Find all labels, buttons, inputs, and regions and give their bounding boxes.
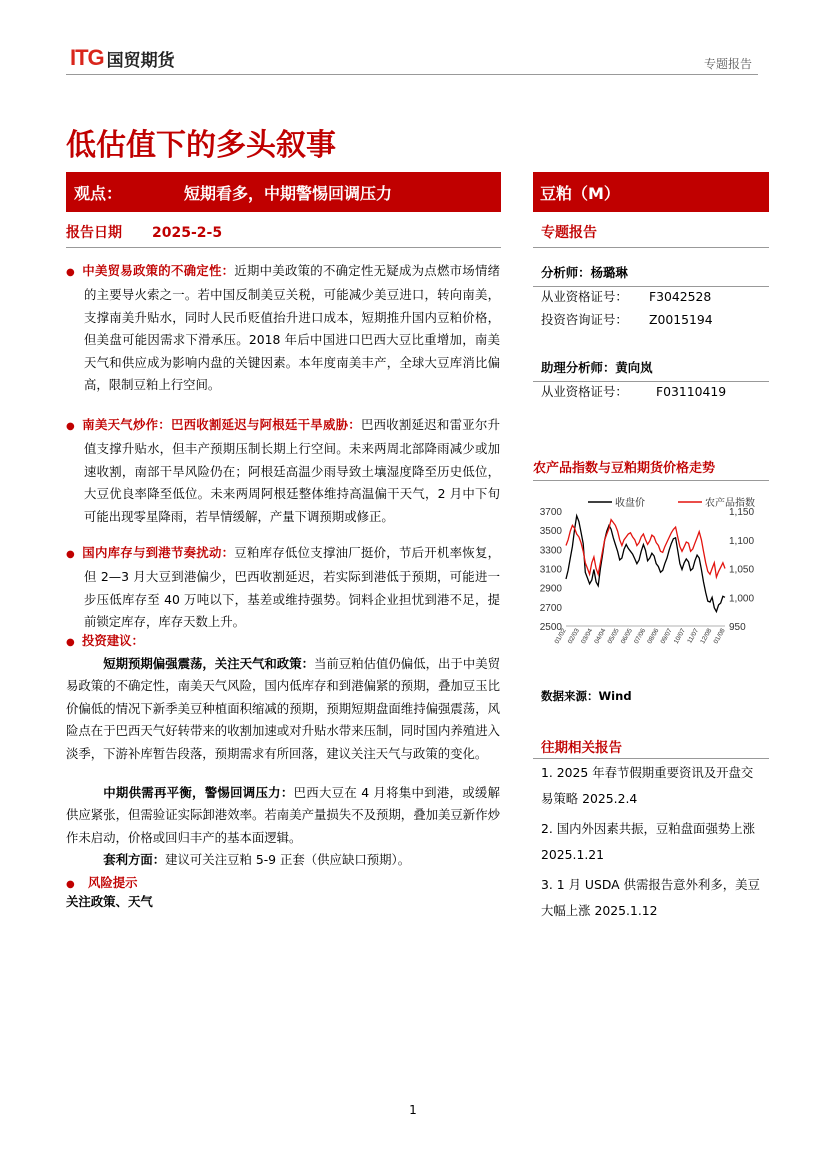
y-left-tick-label: 3100 [539,564,562,576]
past-reports-list [541,760,765,928]
point-domestic-inventory [66,542,500,634]
x-tick-label: 05/05 [606,627,621,646]
x-tick-label: 10/07 [672,627,687,646]
x-tick-label: 01/02 [553,627,568,646]
header-divider [66,74,758,75]
past-reports-divider [533,758,769,759]
y-left-tick-label: 2500 [539,622,562,633]
investment-mid-term [66,782,500,849]
x-tick-label: 03/04 [580,627,595,646]
x-tick-label: 08/06 [646,627,661,646]
assistant-label: 助理分析师： [541,360,616,375]
y-right-tick-label: 950 [729,622,746,633]
bullet-icon: ● [66,637,75,648]
report-date-value: 2025-2-5 [152,225,223,241]
point-head: 南美天气炒作：巴西收割延迟与阿根廷干旱威胁： [82,417,361,432]
arbitrage-head: 套利方面： [103,852,166,867]
x-tick-label: 02/03 [566,627,581,646]
legend-label: 农产品指数 [705,498,755,509]
mid-term-body: 巴西大豆在 4 月将集中到港，或缓解供应紧张，但需验证实际卸港效率。若南美产量损失不及预期，叠加美豆新作炒作未启动，价格或回归丰产的基本面逻辑。 [66,785,500,845]
chart-source: 数据来源：Wind [541,689,632,703]
report-date-label: 报告日期 [66,225,122,241]
page-title: 低估值下的多头叙事 [66,128,336,163]
cert2-value: Z0015194 [649,312,713,327]
cert3-value: F03110419 [656,384,727,399]
viewpoint-text: 短期看多，中期警惕回调压力 [184,183,393,203]
past-reports-title: 往期相关报告 [541,740,622,756]
y-left-tick-label: 3500 [539,526,562,538]
y-left-tick-label: 2700 [539,602,562,614]
company-logo [70,46,175,70]
bullet-icon: ● [66,267,75,278]
viewpoint-label: 观点： [74,183,123,203]
short-term-head: 短期预期偏强震荡，关注天气和政策： [103,656,314,671]
legend-label: 收盘价 [615,498,645,509]
chart-title-divider [533,480,769,481]
y-left-tick-label: 2900 [539,583,562,595]
x-tick-label: 11/07 [686,627,701,645]
report-type: 专题报告 [541,225,597,241]
point-body: 豆粕库存低位支撑油厂挺价，节后开机率恢复，但 2—3 月大豆到港偏少，巴西收割延迟，若实际到港低于预期，可能进一步压低库存至 40 万吨以下，基差或维持强势。饲料企业担忧到港不足，提前锁定库存，库存天数上升。 [84,545,501,630]
cert1-value: F3042528 [649,289,712,304]
product-name: 豆粕（M） [540,183,620,203]
cert2-label: 投资咨询证号： [541,312,628,327]
bullet-icon: ● [66,421,75,432]
investment-short-term [66,653,500,765]
x-tick-label: 01/08 [712,627,727,646]
point-head: 中美贸易政策的不确定性： [82,263,235,278]
x-tick-label: 12/08 [699,627,714,646]
chart-title: 农产品指数与豆粕期货价格走势 [533,461,716,476]
point-head: 国内库存与到港节奏扰动： [82,545,235,560]
y-right-tick-label: 1,100 [729,535,755,547]
past-report-item[interactable]: 2. 国内外因素共振，豆粕盘面强势上涨 2025.1.21 [541,821,756,862]
page-number: 1 [409,1103,417,1117]
analyst-label: 分析师： [541,265,591,280]
report-type-divider [533,247,769,248]
past-report-item[interactable]: 1. 2025 年春节假期重要资讯及开盘交易策略 2025.2.4 [541,765,754,806]
y-left-tick-label: 3300 [539,545,562,557]
risk-body: 关注政策、天气 [66,894,153,909]
viewpoint-bar [66,172,501,212]
x-tick-label: 07/06 [633,627,648,646]
logo-chinese: 国贸期货 [106,50,175,71]
x-tick-label: 09/07 [659,627,674,646]
point-body: 近期中美政策的不确定性无疑成为点燃市场情绪的主要导火索之一。若中国反制美豆关税，可能减少美豆进口，转向南美，支撑南美升贴水，同时人民币贬值抬升进口成本，短期推升国内豆粕价格，但美盘可能因需求下滑承压。2018 年后中国进口巴西大豆比重增加，南美天气和供应成为影响内盘的关键因素。本年度南美丰产，全球大豆库消比偏高，限制豆粕上行空间。 [84,263,501,393]
x-tick-label: 04/04 [593,627,608,646]
logo-latin: ITG [70,45,104,70]
y-left-tick-label: 3700 [539,507,562,518]
price-index-chart [530,486,770,662]
series-line [566,516,725,612]
point-trade-policy [66,260,500,396]
analyst-name: 杨璐琳 [590,265,628,280]
y-right-tick-label: 1,050 [729,564,755,576]
assistant-analyst [541,356,653,379]
analyst-block [541,261,628,284]
analyst-certs [541,285,713,331]
risk-head: 风险提示 [88,875,138,890]
date-divider [66,247,501,248]
cert1-label: 从业资格证号： [541,289,628,304]
cert3-label: 从业资格证号： [541,384,628,399]
mid-term-head: 中期供需再平衡，警惕回调压力： [103,785,294,800]
investment-heading [66,630,500,654]
investment-arbitrage [66,849,500,871]
arbitrage-body: 建议可关注豆粕 5-9 正套（供应缺口预期）。 [165,852,411,867]
short-term-body: 当前豆粕估值仍偏低，出于中美贸易政策的不确定性，南美天气风险，国内低库存和到港偏紧的预期，叠加豆玉比价偏低的情况下新季美豆种植面积缩减的预期，预期短期盘面维持偏强震荡，风险点在于巴西天气好转带来的收割加速或对升贴水带来压制，同时国内养殖进入淡季，下游补库暂告段落，预期需求有所回落，建议关注天气与政策的变化。 [66,656,501,761]
point-south-america-weather [66,414,500,528]
assistant-cert [541,380,726,403]
x-tick-label: 06/05 [619,627,634,646]
product-bar [533,172,769,212]
point-body: 巴西收割延迟和雷亚尔升值支撑升贴水，但丰产预期压制长期上行空间。未来两周北部降雨减少或加速收割，南部干旱风险仍在；阿根廷高温少雨导致土壤湿度降至历史低位，大豆优良率降至低位。未来两周阿根廷整体维持高温偏干天气，2 月中下旬可能出现零星降雨，若旱情缓解，产量下调预期或修正。 [84,417,501,524]
y-right-tick-label: 1,150 [729,507,755,518]
past-report-item[interactable]: 3. 1 月 USDA 供需报告意外利多，美豆大幅上涨 2025.1.12 [541,877,760,918]
document-type: 专题报告 [703,57,752,71]
bullet-icon: ● [66,879,75,890]
y-right-tick-label: 1,000 [729,593,755,605]
report-date-row [66,222,222,242]
bullet-icon: ● [66,549,75,560]
investment-head: 投资建议： [82,633,144,648]
assistant-name: 黄向岚 [615,360,653,375]
